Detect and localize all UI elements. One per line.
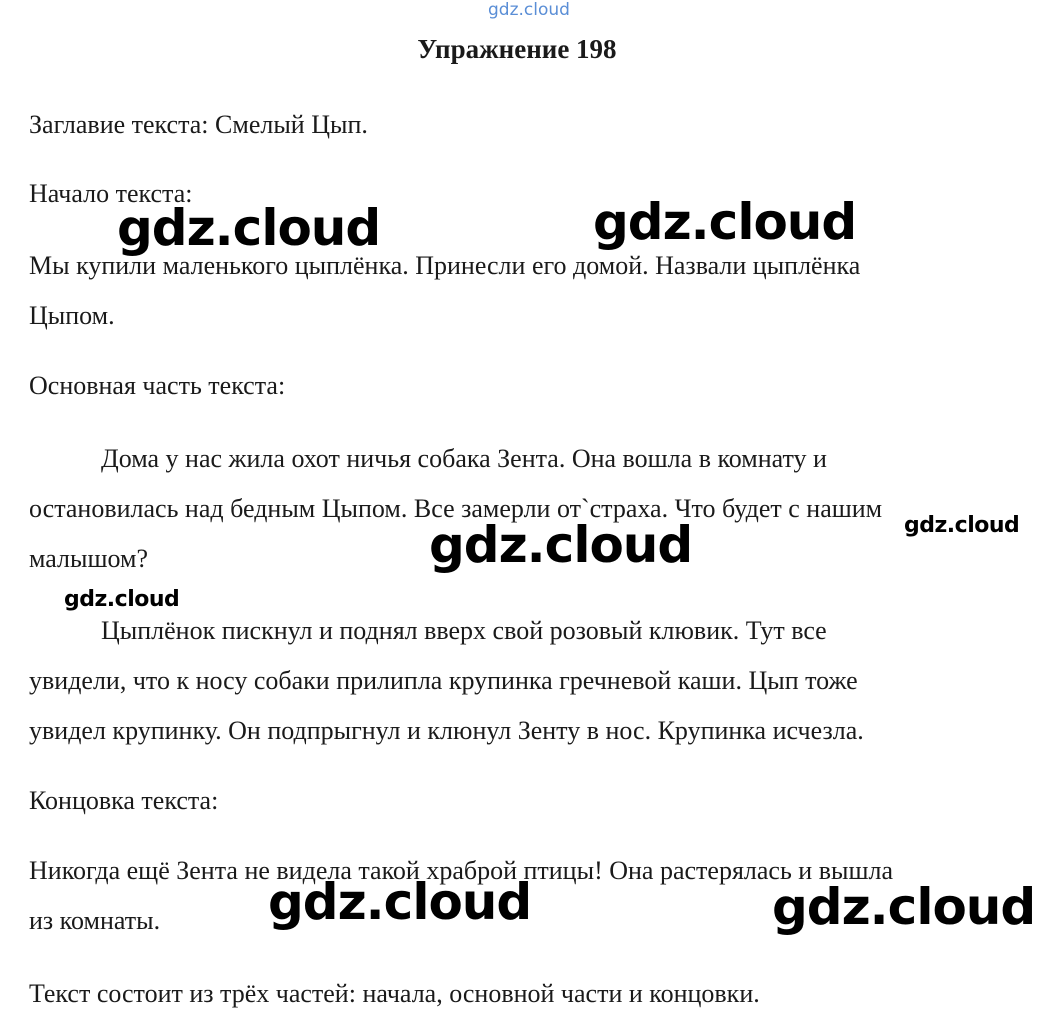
main-p1-line-2: остановилась над бедным Цыпом. Все замерли от`страха. Что будет с нашим [29, 494, 883, 523]
summary-line: Текст состоит из трёх частей: начала, основной части и концовки. [29, 979, 760, 1008]
title-line: Заглавие текста: Смелый Цып. [29, 110, 368, 139]
exercise-title: Упражнение 198 [417, 34, 617, 64]
watermark-logo: gdz.cloud [64, 587, 180, 612]
watermark-logo: gdz.cloud [593, 193, 857, 251]
beginning-label: Начало текста: [29, 179, 193, 208]
watermark-logo: gdz.cloud [904, 513, 1020, 538]
main-p1-line-3: малышом? [29, 544, 149, 573]
beginning-line-1: Мы купили маленького цыплёнка. Принесли его домой. Назвали цыплёнка [29, 251, 861, 280]
ending-line-1: Никогда ещё Зента не видела такой храброй птицы! Она растерялась и вышла [29, 856, 894, 885]
main-p2-line-1: Цыплёнок пискнул и поднял вверх свой розовый клювик. Тут все [101, 616, 827, 645]
watermark-logo: gdz.cloud [772, 878, 1036, 936]
main-label: Основная часть текста: [29, 371, 286, 400]
main-p1-line-1: Дома у нас жила охот ничья собака Зента. Она вошла в комнату и [101, 444, 827, 473]
watermark-logo: gdz.cloud [429, 516, 693, 574]
watermark-logo: gdz.cloud [117, 199, 381, 257]
watermark-top-link[interactable]: gdz.cloud [488, 0, 570, 20]
ending-line-2: из комнаты. [29, 906, 161, 935]
beginning-line-2: Цыпом. [29, 301, 115, 330]
ending-label: Концовка текста: [29, 786, 219, 815]
main-p2-line-3: увидел крупинку. Он подпрыгнул и клюнул Зенту в нос. Крупинка исчезла. [29, 716, 864, 745]
main-p2-line-2: увидели, что к носу собаки прилипла крупинка гречневой каши. Цып тоже [29, 666, 858, 695]
watermark-logo: gdz.cloud [268, 873, 532, 931]
